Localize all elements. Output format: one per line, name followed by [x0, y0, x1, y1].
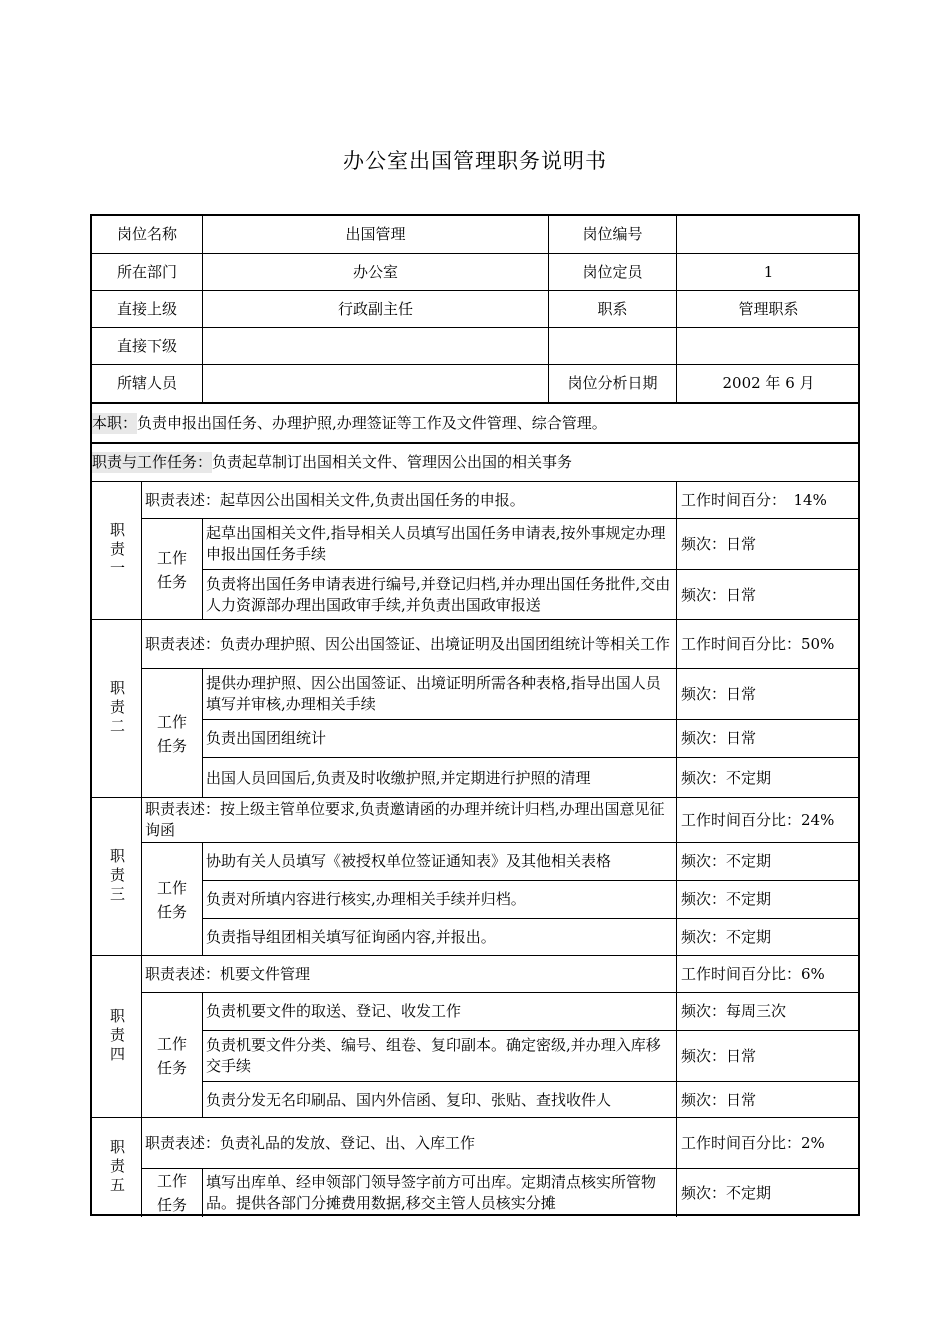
subordinate-label: 直接下级 [116, 336, 177, 355]
duty-summary-text: 负责申报出国任务、办理护照,办理签证等工作及文件管理、综合管理。 [137, 413, 607, 432]
duty-time-percent: 工作时间百分比：24% [676, 798, 860, 842]
task-label-text: 工作任务 [156, 1034, 187, 1077]
task-label [141, 1168, 202, 1217]
duty-summary-label: 本职： [92, 413, 138, 432]
task-item: 负责机要文件的取送、登记、收发工作 [202, 992, 676, 1030]
header-row-5 [92, 364, 858, 402]
duty-label-text: 职责五 [108, 1138, 126, 1196]
task-frequency: 频次：不定期 [676, 757, 860, 798]
duty-block [92, 1117, 858, 1216]
duty-block [92, 955, 858, 1117]
task-frequency: 频次：每周三次 [676, 992, 860, 1030]
duty-summary-row [92, 402, 858, 442]
duty-description: 职责表述：起草因公出国相关文件,负责出国任务的申报。 [141, 482, 676, 518]
task-label-text: 工作任务 [156, 548, 187, 591]
position-code-value [676, 216, 860, 253]
duty-label [92, 482, 141, 619]
duty-label-text: 职责一 [108, 522, 126, 579]
position-code-label: 岗位编号 [548, 216, 676, 253]
task-item: 协助有关人员填写《被授权单位签证通知表》及其他相关表格 [202, 842, 676, 880]
task-item: 填写出库单、经申领部门领导签字前方可出库。定期清点核实所管物品。提供各部门分摊费用数据,移交主管人员核实分摊 [202, 1168, 676, 1217]
subordinate-value [202, 328, 548, 364]
analysis-date-label: 岗位分析日期 [548, 365, 676, 402]
task-label-text: 工作任务 [156, 712, 187, 755]
header-row-2 [92, 253, 858, 290]
task-frequency: 频次：不定期 [676, 880, 860, 918]
job-family-label: 职系 [548, 291, 676, 327]
duty-label [92, 798, 141, 955]
header-row-1 [92, 216, 858, 253]
position-name-label: 岗位名称 [116, 225, 177, 243]
task-frequency: 频次：不定期 [676, 1168, 860, 1217]
job-family-value: 管理职系 [676, 291, 860, 327]
header-row-4 [92, 327, 858, 364]
task-item: 负责将出国任务申请表进行编号,并登记归档,并办理出国任务批件,交由人力资源部办理出国政审手续,并负责出国政审报送 [202, 569, 676, 620]
superior-label: 直接上级 [116, 299, 177, 318]
task-frequency: 频次：不定期 [676, 842, 860, 880]
task-frequency: 频次：日常 [676, 1081, 860, 1118]
duty-description: 职责表述：负责办理护照、因公出国签证、出境证明及出国团组统计等相关工作 [141, 620, 676, 668]
task-item: 负责对所填内容进行核实,办理相关手续并归档。 [202, 880, 676, 918]
task-item: 负责机要文件分类、编号、组卷、复印副本。确定密级,并办理入库移交手续 [202, 1030, 676, 1081]
duties-header-label: 职责与工作任务： [92, 453, 213, 471]
duties-header-row [92, 442, 858, 481]
duty-time-percent: 工作时间百分比：50% [676, 620, 860, 668]
duty-time-percent: 工作时间百分比：2% [676, 1118, 860, 1168]
task-item: 起草出国相关文件,指导相关人员填写出国任务申请表,按外事规定办理申报出国任务手续 [202, 518, 676, 569]
superior-value: 行政副主任 [202, 291, 548, 327]
staff-label: 所辖人员 [116, 374, 177, 392]
duty-label [92, 956, 141, 1117]
duty-description: 职责表述：机要文件管理 [141, 956, 676, 992]
position-name-value: 出国管理 [202, 216, 548, 253]
headcount-label: 岗位定员 [548, 254, 676, 290]
task-frequency: 频次：日常 [676, 1030, 860, 1081]
task-label [141, 668, 202, 798]
duty-label-text: 职责三 [108, 848, 126, 905]
task-frequency: 频次：日常 [676, 518, 860, 569]
task-item: 出国人员回国后,负责及时收缴护照,并定期进行护照的清理 [202, 757, 676, 798]
task-frequency: 频次：不定期 [676, 918, 860, 956]
task-item: 提供办理护照、因公出国签证、出境证明所需各种表格,指导出国人员填写并审核,办理相关手续 [202, 668, 676, 719]
page-title: 办公室出国管理职务说明书 [343, 149, 607, 173]
header-row-3 [92, 290, 858, 327]
duty-block [92, 481, 858, 619]
task-item: 负责出国团组统计 [202, 719, 676, 757]
duty-time-percent: 工作时间百分比：6% [676, 956, 860, 992]
duty-label-text: 职责四 [108, 1008, 126, 1065]
task-label [141, 842, 202, 956]
duty-time-percent: 工作时间百分： 14% [676, 482, 860, 518]
task-label-text: 工作任务 [156, 1172, 187, 1214]
duty-block [92, 797, 858, 955]
task-frequency: 频次：日常 [676, 719, 860, 757]
duty-description: 职责表述：按上级主管单位要求,负责邀请函的办理并统计归档,办理出国意见征询函 [141, 798, 676, 842]
blank-cell [676, 328, 860, 364]
duty-block [92, 619, 858, 797]
duty-label [92, 1118, 141, 1216]
headcount-value: 1 [676, 254, 860, 290]
duties-header-text: 负责起草制订出国相关文件、管理因公出国的相关事务 [212, 453, 573, 471]
task-frequency: 频次：日常 [676, 668, 860, 719]
department-label: 所在部门 [116, 262, 177, 281]
duty-label [92, 620, 141, 797]
task-label [141, 518, 202, 620]
task-item: 负责指导组团相关填写征询函内容,并报出。 [202, 918, 676, 956]
task-frequency: 频次：日常 [676, 569, 860, 620]
staff-value [202, 365, 548, 402]
department-value: 办公室 [202, 254, 548, 290]
duty-label-text: 职责二 [108, 680, 126, 737]
job-description-table [90, 214, 860, 1216]
analysis-date-value: 2002 年 6 月 [676, 365, 860, 402]
duty-description: 职责表述：负责礼品的发放、登记、出、入库工作 [141, 1118, 676, 1168]
task-label [141, 992, 202, 1118]
blank-cell [548, 328, 676, 364]
task-label-text: 工作任务 [156, 878, 187, 921]
task-item: 负责分发无名印刷品、国内外信函、复印、张贴、查找收件人 [202, 1081, 676, 1118]
